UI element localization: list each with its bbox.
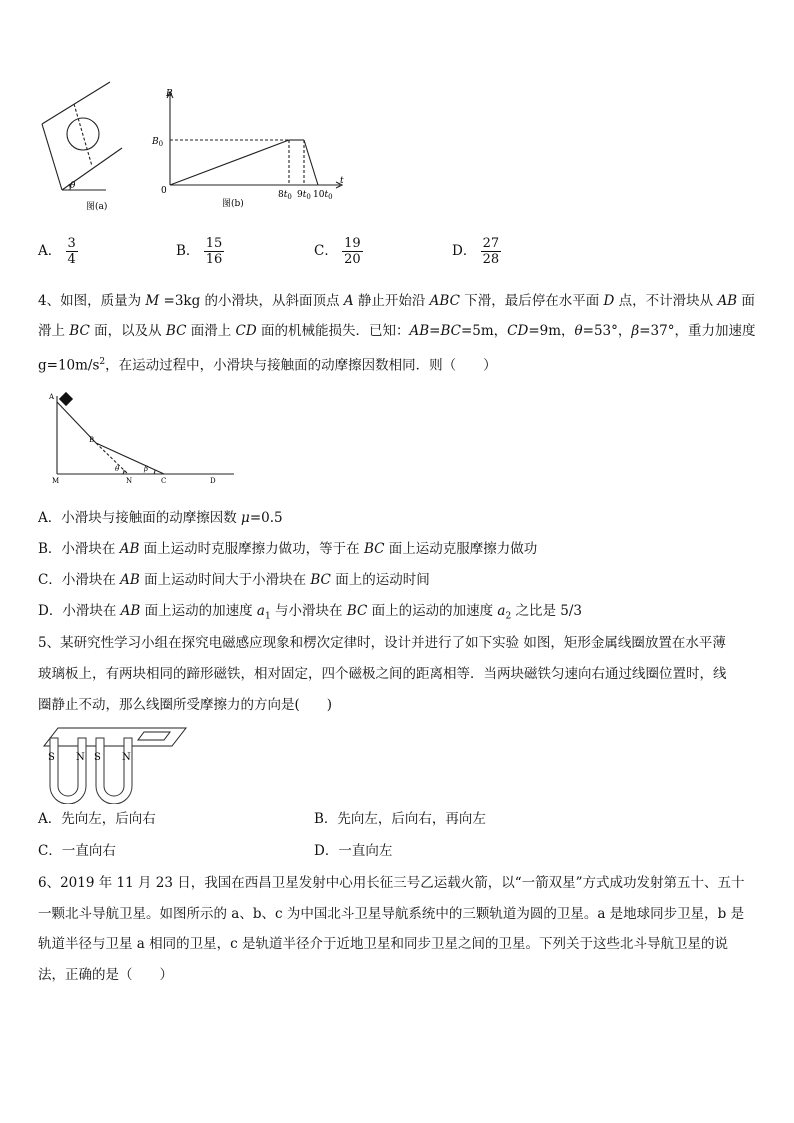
q3-option-a xyxy=(38,236,78,267)
q5-option-b: B．先向左，后向右，再向左 xyxy=(314,811,486,827)
q3-option-b-letter: B． xyxy=(176,243,200,259)
q4-label-b: B xyxy=(89,436,95,444)
q3-option-c-letter: C． xyxy=(314,243,338,259)
q3-option-d xyxy=(452,236,501,267)
q4-line-1: 4、如图，质量为 M =3kg 的小滑块，从斜面顶点 A 静止开始沿 ABC 下滑，最后停在水平面 D 点，不计滑块从 AB 面 xyxy=(38,293,755,309)
figure-b-axis-y: B xyxy=(166,89,173,99)
horseshoe-magnet-2 xyxy=(96,738,132,804)
q4-figure-drawing xyxy=(57,396,234,474)
q3-option-a-letter: A． xyxy=(38,243,62,259)
q3-option-a-fraction: $\frac{3}{4}$ xyxy=(67,236,76,267)
q5-line-3: 圈静止不动，那么线圈所受摩擦力的方向是( ) xyxy=(38,697,333,713)
horseshoe-magnet-1 xyxy=(50,738,86,804)
q5-option-d: D．一直向左 xyxy=(314,843,393,859)
q4-label-n: N xyxy=(126,477,133,485)
figure-b-axis-x: t xyxy=(340,176,344,186)
q4-label-m: M xyxy=(52,477,60,485)
q5-line-1: 5、某研究性学习小组在探究电磁感应现象和楞次定律时，设计并进行了如下实验 如图，矩形金属线圈放置在水平薄 xyxy=(38,635,726,651)
q4-line-2: 滑上 BC 面，以及从 BC 面滑上 CD 面的机械能损失．已知：AB=BC=5m，CD=9m，θ=53°，β=37°，重力加速度 xyxy=(38,323,756,339)
q3-option-b xyxy=(176,236,224,267)
figure-a xyxy=(36,80,136,215)
figure-b-origin: 0 xyxy=(161,186,167,196)
q6-line-3: 轨道半径与卫星 a 相同的卫星，c 是轨道半径介于近地卫星和同步卫星之间的卫星。下列关于这些北斗导航卫星的说 xyxy=(38,936,728,952)
figure-b-b0: $B_0$ xyxy=(152,137,164,148)
q4-option-d: D．小滑块在 AB 面上运动的加速度 $a_1$ 与小滑块在 BC 面上的运动的加速度 $a_2$ 之比是 5/3 xyxy=(38,603,582,622)
q4-option-c: C．小滑块在 AB 面上运动时间大于小滑块在 BC 面上的运动时间 xyxy=(38,572,430,588)
q6-line-2: 一颗北斗导航卫星。如图所示的 a、b、c 为中国北斗卫星导航系统中的三颗轨道为圆的卫星。a 是地球同步卫星，b 是 xyxy=(38,906,745,922)
pole-s-1: S xyxy=(48,752,55,763)
q4-option-b: B．小滑块在 AB 面上运动时克服摩擦力做功，等于在 BC 面上运动克服摩擦力做功 xyxy=(38,541,538,557)
q4-line-3: $g=10m/s^2$，在运动过程中，小滑块与接触面的动摩擦因数相同．则（ ） xyxy=(38,357,497,374)
q3-option-c-fraction: $\frac{19}{20}$ xyxy=(344,236,361,267)
glass-plate xyxy=(44,728,186,746)
figure-b-tick-10: $10t_0$ xyxy=(313,190,333,201)
q3-option-d-fraction: $\frac{27}{28}$ xyxy=(482,236,500,267)
q4-label-c: C xyxy=(161,477,167,485)
figure-b-axes xyxy=(167,92,342,188)
figure-b-tick-8: $8t_0$ xyxy=(278,190,292,201)
q3-option-d-letter: D． xyxy=(452,243,477,259)
figure-b xyxy=(150,84,350,214)
figure-b-tick-9: $9t_0$ xyxy=(297,190,311,201)
q6-line-1: 6、2019 年 11 月 23 日，我国在西昌卫星发射中心用长征三号乙运载火箭，以“一箭双星”方式成功发射第五十、五十 xyxy=(38,875,745,891)
q4-figure xyxy=(44,390,244,486)
q4-label-beta: β xyxy=(144,465,149,473)
q3-option-b-fraction: $\frac{15}{16}$ xyxy=(205,236,223,267)
q4-label-a: A xyxy=(49,393,55,401)
figure-a-theta: θ xyxy=(70,181,76,191)
pole-n-1: N xyxy=(76,752,85,763)
q3-option-c xyxy=(314,236,363,267)
q6-line-4: 法，正确的是（ ） xyxy=(38,967,173,983)
q4-option-a: A．小滑块与接触面的动摩擦因数 μ=0.5 xyxy=(38,510,283,526)
q5-figure xyxy=(40,724,190,804)
q4-label-theta: θ xyxy=(115,465,120,473)
q5-line-2: 玻璃板上，有两块相同的蹄形磁铁，相对固定，四个磁极之间的距离相等．当两块磁铁匀速向右通过线圈位置时，线 xyxy=(38,666,727,682)
q5-option-a: A．先向左，后向右 xyxy=(38,811,156,827)
q5-option-c: C．一直向右 xyxy=(38,843,116,859)
figure-a-caption: 图(a) xyxy=(86,202,108,212)
figure-a-drawing xyxy=(42,82,122,190)
figure-b-caption: 图(b) xyxy=(222,199,244,209)
pole-s-2: S xyxy=(94,752,101,763)
pole-n-2: N xyxy=(122,752,131,763)
slider-block xyxy=(59,392,73,406)
q4-label-d: D xyxy=(210,477,216,485)
figure-b-curve xyxy=(170,140,318,185)
